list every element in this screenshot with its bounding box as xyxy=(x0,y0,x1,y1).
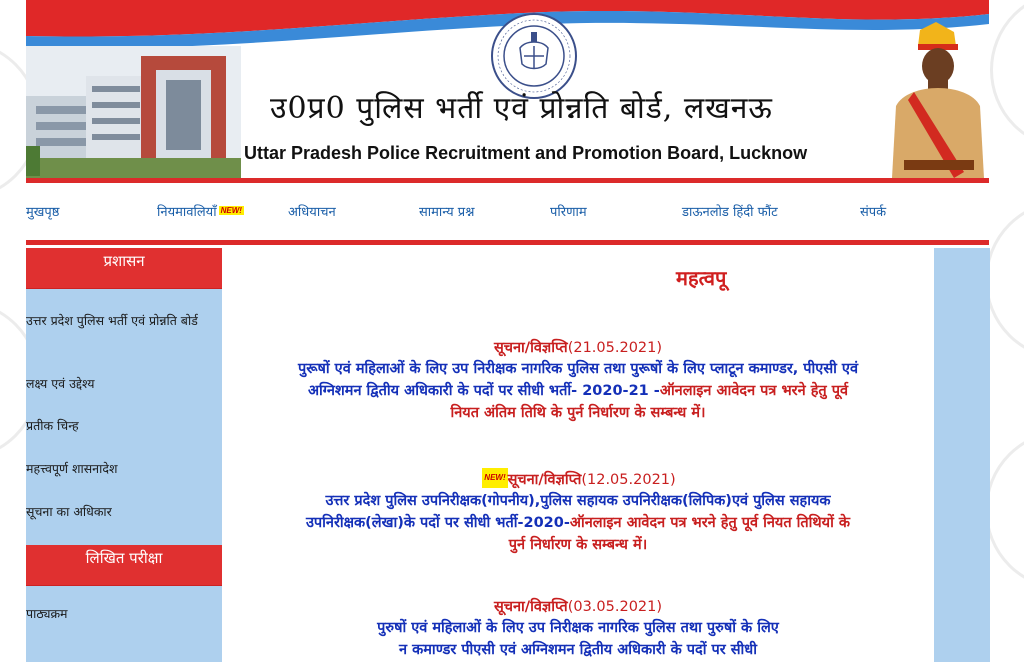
notice-body[interactable] xyxy=(298,617,858,661)
nav-rules-label: नियमावलियाँ xyxy=(157,205,217,220)
main-content xyxy=(222,248,934,662)
sidebar-item-syllabus[interactable]: पाठ्यक्रम xyxy=(26,606,68,621)
site-header xyxy=(26,0,989,183)
notice-text-blue: पुरुषों एवं महिलाओं के लिए उप निरीक्षक नागरिक पुलिस तथा पुरुषों के लिए xyxy=(377,620,779,636)
header-divider xyxy=(26,178,989,183)
building-image xyxy=(26,46,241,178)
right-column xyxy=(934,248,990,662)
nav-home-label: मुखपृष्ठ xyxy=(26,205,60,220)
police-guard-image xyxy=(884,22,989,178)
sidebar-heading-administration: प्रशासन xyxy=(26,248,222,289)
notice-text-blue: न कमाण्डर पीएसी एवं अग्निशमन द्वितीय अधिकारी के पदों पर सीधी xyxy=(399,642,757,658)
nav-requisition[interactable] xyxy=(288,202,336,220)
nav-requisition-label: अधियाचन xyxy=(288,205,336,220)
notice-text-red: ऑनलाइन आवेदन पत्र भरने हेतु पूर्व नियत तिथियों के पुर्न निर्धारण के सम्बन्ध में। xyxy=(508,515,851,553)
nav-rules[interactable] xyxy=(157,202,244,220)
notice-body[interactable] xyxy=(298,358,858,424)
nav-contact-label: संपर्क xyxy=(860,205,887,220)
nav-download-font-label: डाऊनलोड हिंदी फौंट xyxy=(682,205,778,220)
new-badge: NEW! xyxy=(220,206,242,215)
notice-date: (21.05.2021) xyxy=(567,340,663,356)
new-badge: NEW! xyxy=(482,468,507,488)
notice-item[interactable] xyxy=(222,597,934,661)
nav-contact[interactable] xyxy=(860,202,886,220)
nav-home[interactable] xyxy=(26,202,59,220)
sidebar xyxy=(26,248,222,662)
nav-download-font[interactable] xyxy=(682,202,778,220)
nav-faq[interactable] xyxy=(419,202,474,220)
watermark-seal xyxy=(985,430,1024,590)
page-container xyxy=(26,0,989,662)
notice-text-blue: पुरूषों एवं महिलाओं के लिए उप निरीक्षक नागरिक पुलिस तथा पुरूषों के लिए प्लाटून कमाण्डर, पीएसी एवं अग्निशमन द्वितीय अधिकारी के पदों पर सीधी भर्ती- 2020-21 - xyxy=(298,361,859,399)
notice-label: सूचना/विज्ञप्ति xyxy=(507,472,582,488)
notice-heading[interactable] xyxy=(222,468,934,490)
notice-item[interactable] xyxy=(222,468,934,556)
notice-text-red: ऑनलाइन आवेदन पत्र भरने हेतु पूर्व नियत अंतिम तिथि के पुर्न निर्धारण के सम्बन्ध में। xyxy=(450,383,849,421)
main-nav xyxy=(26,194,954,228)
nav-results[interactable] xyxy=(550,202,587,220)
sidebar-item-rti[interactable]: सूचना का अधिकार xyxy=(26,504,112,519)
sidebar-item-goals[interactable]: लक्ष्य एवं उद्देश्य xyxy=(26,376,95,391)
sidebar-item-emblem[interactable]: प्रतीक चिन्ह xyxy=(26,418,79,433)
sidebar-heading-written-exam: लिखित परीक्षा xyxy=(26,545,222,586)
notice-date: (12.05.2021) xyxy=(581,472,676,488)
sidebar-item-govt-orders[interactable]: महत्त्वपूर्ण शासनादेश xyxy=(26,461,118,476)
nav-faq-label: सामान्य प्रश्न xyxy=(419,205,475,220)
watermark-seal xyxy=(985,200,1024,360)
header-title-hindi: उ0प्र0 पुलिस भर्ती एवं प्रोन्नति बोर्ड, लखनऊ xyxy=(270,91,773,126)
header-title-english: Uttar Pradesh Police Recruitment and Promotion Board, Lucknow xyxy=(244,143,808,163)
notice-item[interactable] xyxy=(222,338,934,424)
notice-text-blue: उत्तर प्रदेश पुलिस उपनिरीक्षक(गोपनीय),पुलिस सहायक उपनिरीक्षक(लिपिक)एवं पुलिस सहायक उपनिरीक्षक(लेखा)के पदों पर सीधी भर्ती-2020- xyxy=(305,493,831,531)
notice-heading[interactable] xyxy=(222,338,934,358)
notice-label: सूचना/विज्ञप्ति xyxy=(493,340,568,356)
nav-results-label: परिणाम xyxy=(550,205,587,220)
notice-heading[interactable] xyxy=(222,597,934,617)
notice-body[interactable] xyxy=(298,490,858,556)
nav-divider xyxy=(26,240,989,245)
notice-date: (03.05.2021) xyxy=(567,599,663,615)
watermark-seal xyxy=(990,0,1024,150)
page-title: महत्वपू xyxy=(676,266,727,290)
sidebar-item-board[interactable]: उत्तर प्रदेश पुलिस भर्ती एवं प्रोन्नति बोर्ड xyxy=(26,313,198,328)
notice-label: सूचना/विज्ञप्ति xyxy=(493,599,568,615)
